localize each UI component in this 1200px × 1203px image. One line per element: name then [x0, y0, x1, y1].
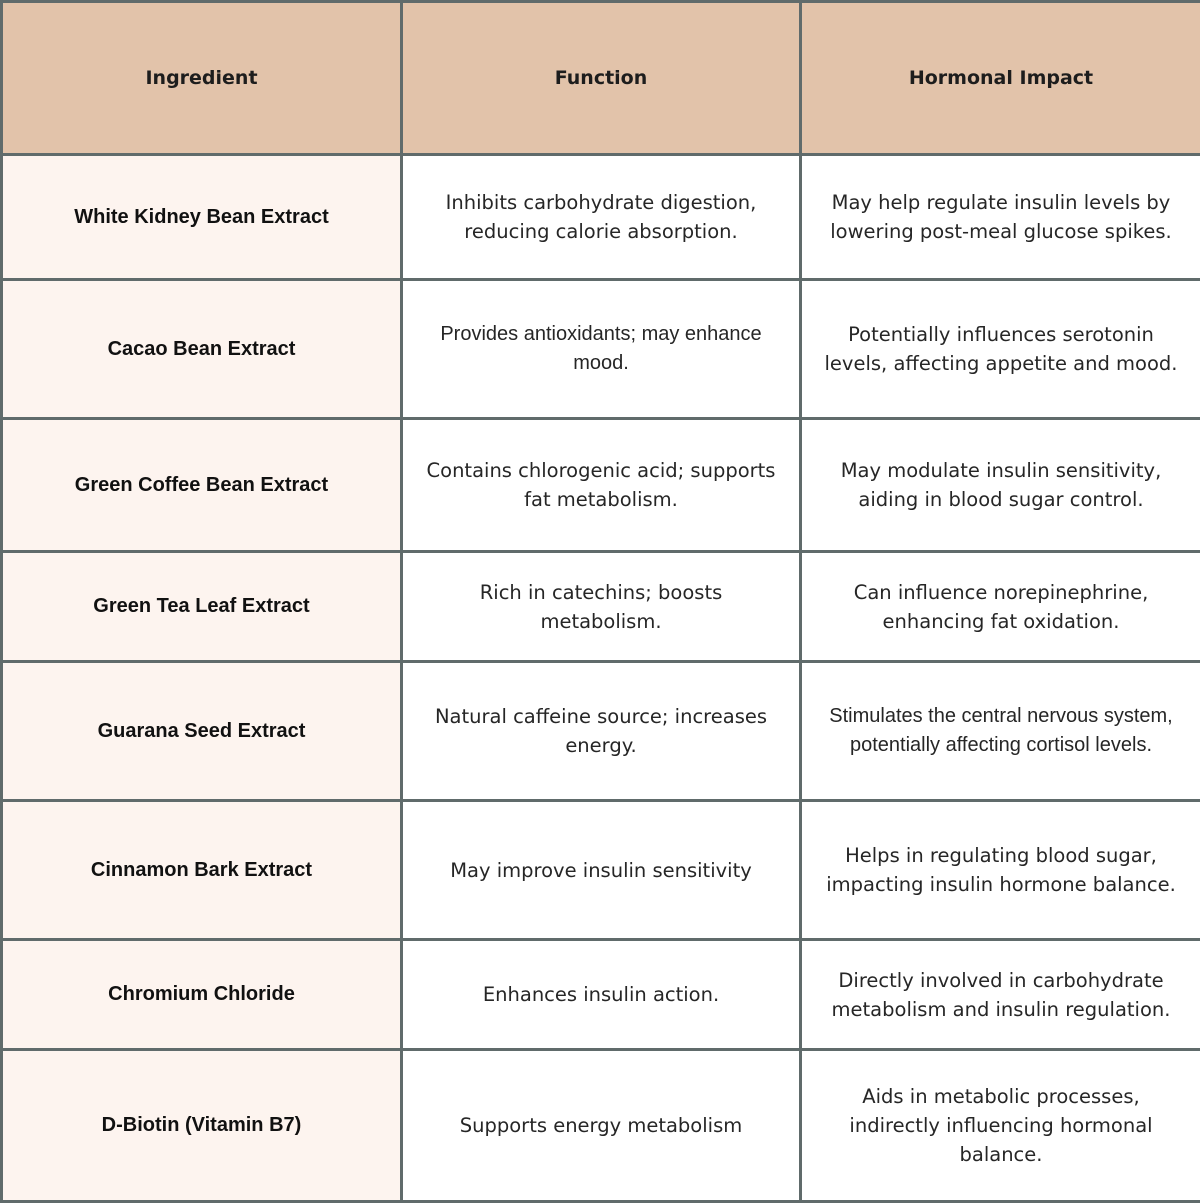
- ingredient-cell: White Kidney Bean Extract: [2, 155, 402, 280]
- hormonal-impact-cell: May help regulate insulin levels by lowering post-meal glucose spikes.: [801, 155, 1200, 280]
- table-row: [2, 940, 1200, 1050]
- header-hormonal-impact: Hormonal Impact: [801, 2, 1200, 155]
- hormonal-impact-cell: Stimulates the central nervous system, potentially affecting cortisol levels.: [801, 662, 1200, 801]
- function-cell: May improve insulin sensitivity: [402, 801, 801, 940]
- table-row: [2, 155, 1200, 280]
- hormonal-impact-cell: Potentially influences serotonin levels, affecting appetite and mood.: [801, 280, 1200, 419]
- header-row: [2, 2, 1200, 155]
- function-cell: Enhances insulin action.: [402, 940, 801, 1050]
- ingredient-cell: Chromium Chloride: [2, 940, 402, 1050]
- table-row: [2, 419, 1200, 552]
- header-function: Function: [402, 2, 801, 155]
- table-header: [2, 2, 1200, 155]
- header-ingredient: Ingredient: [2, 2, 402, 155]
- table-row: [2, 552, 1200, 662]
- ingredient-cell: Cinnamon Bark Extract: [2, 801, 402, 940]
- table-row: [2, 1050, 1200, 1202]
- ingredient-cell: Cacao Bean Extract: [2, 280, 402, 419]
- table-row: [2, 280, 1200, 419]
- table-body: [2, 155, 1200, 1202]
- ingredient-cell: Green Coffee Bean Extract: [2, 419, 402, 552]
- function-cell: Natural caffeine source; increases energy.: [402, 662, 801, 801]
- ingredient-cell: Green Tea Leaf Extract: [2, 552, 402, 662]
- hormonal-impact-cell: Directly involved in carbohydrate metabolism and insulin regulation.: [801, 940, 1200, 1050]
- ingredient-cell: Guarana Seed Extract: [2, 662, 402, 801]
- table-row: [2, 662, 1200, 801]
- hormonal-impact-cell: May modulate insulin sensitivity, aiding in blood sugar control.: [801, 419, 1200, 552]
- hormonal-impact-cell: Can influence norepinephrine, enhancing fat oxidation.: [801, 552, 1200, 662]
- function-cell: Rich in catechins; boosts metabolism.: [402, 552, 801, 662]
- function-cell: Provides antioxidants; may enhance mood.: [402, 280, 801, 419]
- function-cell: Contains chlorogenic acid; supports fat metabolism.: [402, 419, 801, 552]
- hormonal-impact-cell: Helps in regulating blood sugar, impacting insulin hormone balance.: [801, 801, 1200, 940]
- function-cell: Inhibits carbohydrate digestion, reducing calorie absorption.: [402, 155, 801, 280]
- ingredient-cell: D-Biotin (Vitamin B7): [2, 1050, 402, 1202]
- function-cell: Supports energy metabolism: [402, 1050, 801, 1202]
- table-row: [2, 801, 1200, 940]
- hormonal-impact-cell: Aids in metabolic processes, indirectly influencing hormonal balance.: [801, 1050, 1200, 1202]
